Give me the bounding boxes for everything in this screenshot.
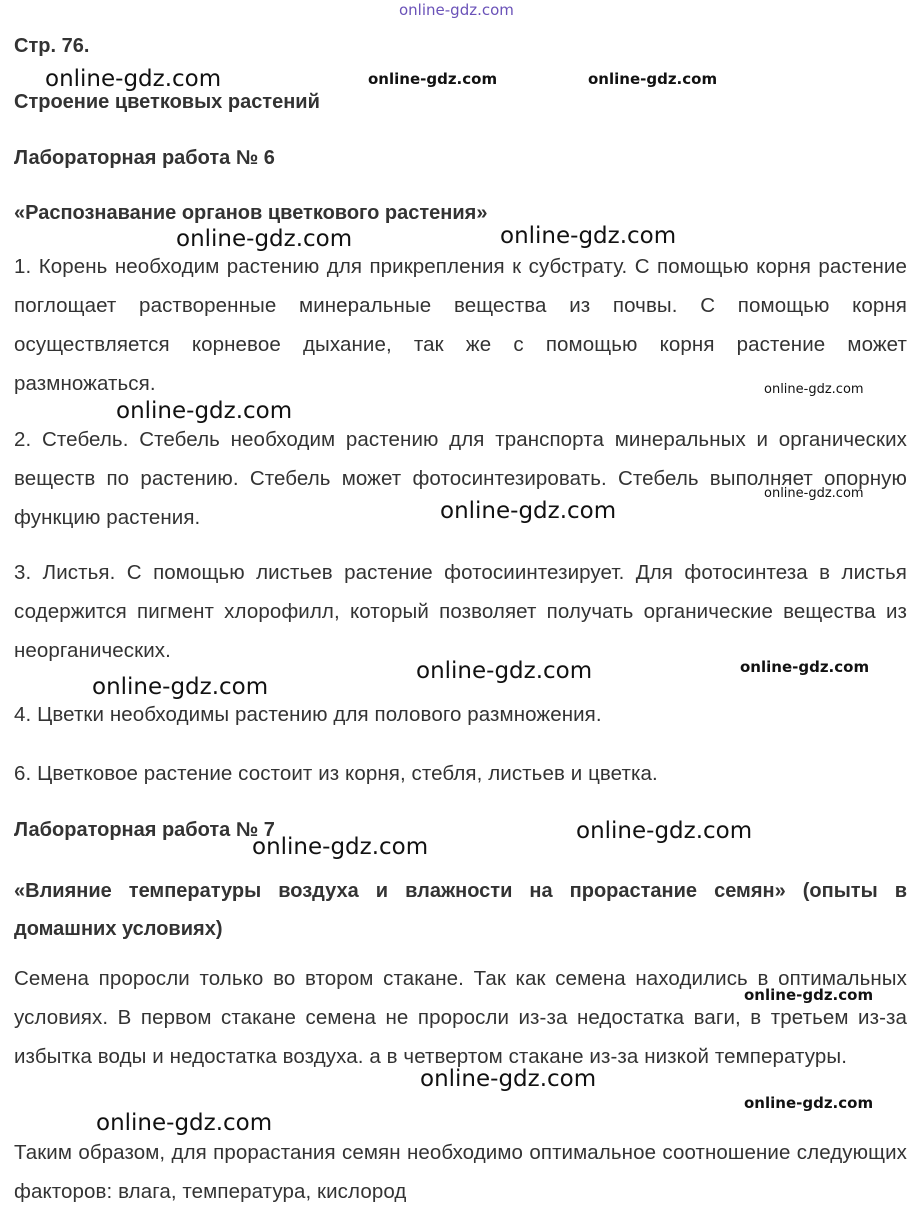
watermark: online-gdz.com — [740, 658, 870, 676]
watermark: online-gdz.com — [252, 834, 429, 860]
watermark: online-gdz.com — [588, 70, 718, 88]
lab7-paragraph-2: Таким образом, для прорастания семян необходимо оптимальное соотношение следующих факторов: влага, температура, кислород — [14, 1141, 907, 1203]
watermark: online-gdz.com — [368, 70, 498, 88]
page-reference: Стр. 76. — [14, 35, 90, 57]
lab7-paragraph-1: Семена проросли только во втором стакане. Так как семена находились в оптимальных условиях. В первом стакане семена не проросли из-за недостатка ваги, в третьем из-за избытка воды и недостатка воздуха. а в четвертом стакане из-за низкой температуры. — [14, 967, 907, 1068]
lab6-item-6: 6. Цветковое растение состоит из корня, стебля, листьев и цветка. — [14, 762, 658, 785]
watermark: online-gdz.com — [92, 674, 269, 700]
lab7-subtitle: «Влияние температуры воздуха и влажности на прорастание семян» (опыты в домашних условиях) — [14, 880, 907, 940]
watermark: online-gdz.com — [45, 66, 222, 92]
watermark: online-gdz.com — [420, 1066, 597, 1092]
lab6-title: Лабораторная работа № 6 — [14, 147, 275, 169]
watermark: online-gdz.com — [416, 658, 593, 684]
section-title: Строение цветковых растений — [14, 91, 320, 113]
watermark: online-gdz.com — [440, 498, 617, 524]
watermark: online-gdz.com — [116, 398, 293, 424]
watermark: online-gdz.com — [764, 486, 864, 501]
lab6-item-3: 3. Листья. С помощью листьев растение фотосиинтезирует. Для фотосинтеза в листья содержится пигмент хлорофилл, который позволяет получать органические вещества из неорганических. — [14, 561, 907, 662]
watermark: online-gdz.com — [744, 1094, 874, 1112]
lab6-item-4: 4. Цветки необходимы растению для полового размножения. — [14, 703, 602, 726]
watermark: online-gdz.com — [96, 1110, 273, 1136]
lab6-item-2: 2. Стебель. Стебель необходим растению для транспорта минеральных и органических веществ по растению. Стебель может фотосинтезировать. Стебель выполняет опорную функцию растения. — [14, 428, 907, 529]
lab6-item-1: 1. Корень необходим растению для прикрепления к субстрату. С помощью корня растение поглощает растворенные минеральные вещества из почвы. С помощью корня осуществляется корневое дыхание, так же с помощью корня растение может размножаться. — [14, 255, 907, 395]
header-watermark: online-gdz.com — [399, 1, 514, 19]
watermark: online-gdz.com — [176, 226, 353, 252]
watermark: online-gdz.com — [500, 223, 677, 249]
watermark: online-gdz.com — [576, 818, 753, 844]
lab7-title: Лабораторная работа № 7 — [14, 819, 275, 841]
watermark: online-gdz.com — [744, 986, 874, 1004]
lab6-subtitle: «Распознавание органов цветкового растения» — [14, 202, 488, 224]
watermark: online-gdz.com — [764, 382, 864, 397]
